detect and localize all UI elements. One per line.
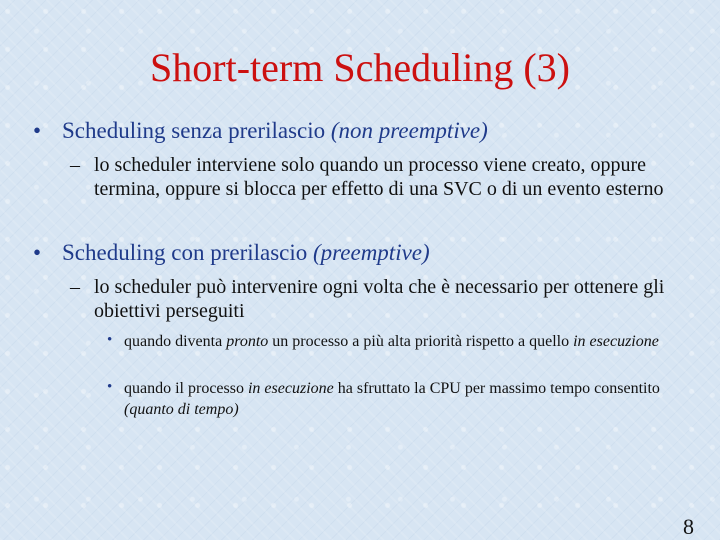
bullet-item-2 — [33, 240, 430, 266]
dash-icon: – — [70, 276, 80, 298]
subsub-item-1-text-b: un processo a più alta priorità rispetto a quello — [268, 333, 574, 350]
subsub-item-2-italic-b: (quanto di tempo) — [124, 400, 239, 418]
bullet-icon: • — [33, 240, 42, 265]
subsub-item-2-text-b: ha sfruttato la CPU per massimo tempo consentito — [333, 380, 660, 397]
bullet-item-1-italic: (non preemptive) — [330, 118, 488, 143]
dash-icon: – — [70, 154, 80, 176]
subsub-item-1 — [107, 332, 694, 353]
bullet-icon: • — [107, 379, 113, 395]
subsub-item-1-italic-a: pronto — [226, 333, 269, 350]
sub-item-2 — [70, 275, 684, 323]
bullet-item-1 — [33, 118, 488, 144]
subsub-item-2 — [107, 379, 674, 421]
sub-item-1-text: lo scheduler interviene solo quando un processo viene creato, oppure termina, oppure si blocca per effetto di una SVC o di un evento esterno — [94, 154, 664, 200]
bullet-icon: • — [33, 118, 42, 143]
subsub-item-2-text-a: quando il processo — [124, 380, 248, 397]
subsub-item-1-italic-b: in esecuzione — [573, 333, 659, 350]
sub-item-2-text: lo scheduler può intervenire ogni volta che è necessario per ottenere gli obiettivi perseguiti — [94, 276, 665, 322]
sub-item-1 — [70, 153, 694, 201]
page-number: 8 — [683, 514, 694, 539]
bullet-item-2-text: Scheduling con prerilascio — [62, 240, 314, 265]
slide-title: Short-term Scheduling (3) — [150, 45, 570, 90]
bullet-item-2-italic: (preemptive) — [313, 240, 430, 265]
bullet-item-1-text: Scheduling senza prerilascio — [62, 118, 331, 143]
bullet-icon: • — [107, 332, 113, 348]
subsub-item-2-italic-a: in esecuzione — [247, 380, 334, 397]
subsub-item-1-text-a: quando diventa — [124, 333, 227, 350]
